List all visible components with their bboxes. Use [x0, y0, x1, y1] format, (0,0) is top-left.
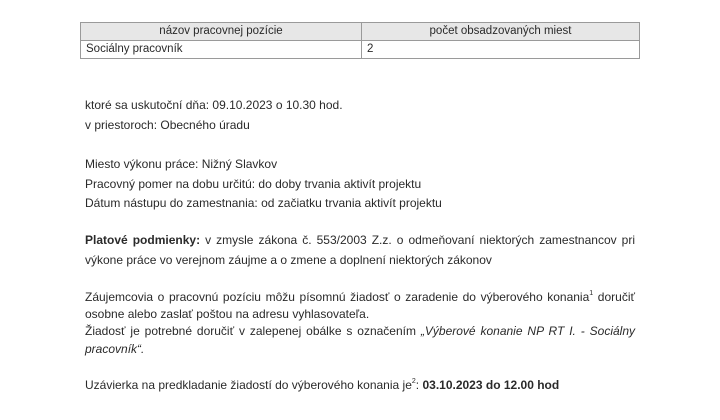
salary-label: Platové podmienky:: [85, 233, 201, 247]
meeting-date-value: 09.10.2023 o 10.30 hod.: [212, 98, 343, 112]
application-line-3: [85, 324, 635, 338]
application-envelope-label: „Výberové konanie NP RT I. - Sociálny: [420, 324, 635, 338]
header-positions-count: počet obsadzovaných miest: [362, 23, 640, 41]
cell-positions-count: 2: [362, 41, 640, 59]
job-start-date: Dátum nástupu do zamestnania: od začiatku trvania aktivít projektu: [85, 196, 442, 210]
deadline-value: 03.10.2023 do 12.00 hod: [422, 378, 560, 392]
salary-line-1: [85, 233, 635, 247]
salary-text-1: v zmysle zákona č. 553/2003 Z.z. o odmeňovaní niektorých zamestnancov pri: [205, 233, 635, 247]
meeting-date: [85, 98, 343, 112]
application-line-4: pracovník“.: [85, 342, 145, 356]
application-text-1a: Záujemcovia o pracovnú pozíciu môžu písomnú žiadosť o zaradenie do výberového konania: [85, 290, 590, 304]
application-text-1b: doručiť: [593, 290, 635, 304]
deadline-line: [85, 378, 559, 392]
job-location: Miesto výkonu práce: Nižný Slavkov: [85, 157, 278, 171]
job-contract: Pracovný pomer na dobu určitú: do doby trvania aktivít projektu: [85, 177, 422, 191]
deadline-text: Uzávierka na predkladanie žiadostí do výberového konania je: [85, 378, 412, 392]
application-line-2: osobne alebo zaslať poštou na adresu vyhlasovateľa.: [85, 307, 370, 321]
application-text-3a: Žiadosť je potrebné doručiť v zalepenej obálke s označením: [85, 324, 421, 338]
meeting-place-value: Obecného úradu: [160, 118, 250, 132]
meeting-place: [85, 118, 250, 132]
footnote-marker-2: 2: [411, 378, 416, 385]
application-line-1: [85, 290, 635, 304]
table-header-row: [81, 23, 640, 41]
meeting-date-label: ktoré sa uskutoční dňa:: [85, 98, 210, 112]
cell-position-name: Sociálny pracovník: [81, 41, 362, 59]
meeting-place-label: v priestoroch:: [85, 118, 158, 132]
header-position-name: názov pracovnej pozície: [81, 23, 362, 41]
footnote-marker-1: 1: [589, 290, 594, 297]
positions-table: [80, 22, 640, 59]
deadline-colon: :: [415, 378, 420, 392]
table-row: [81, 41, 640, 59]
salary-line-2: výkone práce vo verejnom záujme a o zmene a doplnení niektorých zákonov: [85, 253, 492, 267]
